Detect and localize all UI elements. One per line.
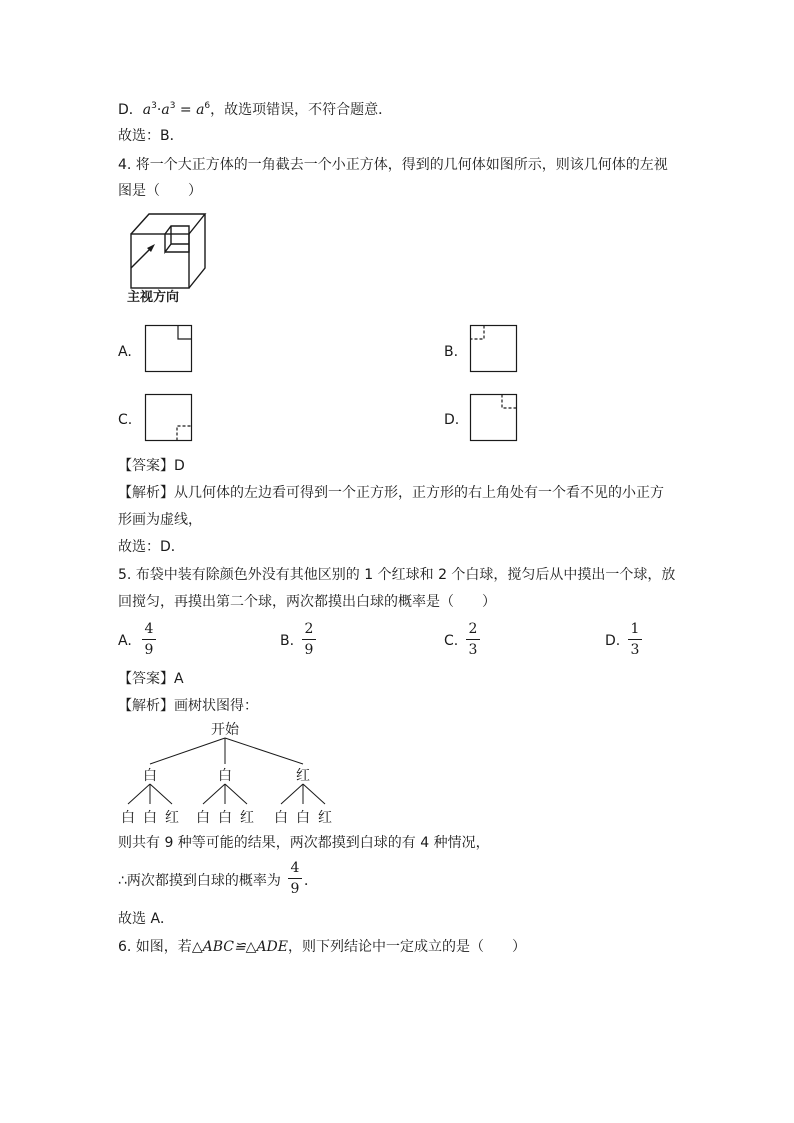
cube-front-face	[131, 234, 189, 288]
tree-edge	[281, 784, 303, 804]
cut-front-outline	[165, 234, 189, 252]
q5-option-d-label: D.	[605, 633, 621, 649]
q5-result-line: 则共有 9 种等可能的结果，两次都摸到白球的有 4 种情况，	[118, 835, 490, 851]
tree-level1-node: 白	[218, 768, 232, 784]
q5-option-d-fraction: 1 3	[628, 621, 642, 658]
tree-edge	[150, 738, 225, 764]
tree-level1-node: 白	[143, 768, 157, 784]
q4-figure-caption: 主视方向	[127, 290, 180, 305]
q3-option-d: D．$a^3\cdot a^3 = a^6$，故选项错误，不符合题意．	[118, 101, 393, 118]
q5-stem-line1: 5. 布袋中装有除颜色外没有其他区别的 1 个红球和 2 个白球，搅匀后从中摸出一个球，放	[118, 567, 676, 583]
tree-leaf: 白	[274, 810, 288, 826]
q4-option-c-figure	[145, 394, 193, 442]
q4-option-b-label: B.	[444, 344, 459, 360]
tree-leaf: 白	[143, 810, 157, 826]
q3-conclusion: 故选：B．	[118, 128, 184, 144]
q4-option-d-figure	[470, 394, 518, 442]
q4-conclusion: 故选：D．	[118, 539, 185, 555]
q4-option-d-label: D.	[444, 412, 460, 428]
cut-top-edge	[165, 226, 189, 234]
q5-prob-prefix: ∴两次都摸到白球的概率为	[118, 873, 281, 889]
tree-edge	[225, 784, 247, 804]
q4-option-a-label: A.	[118, 344, 132, 360]
q4-analysis-line1: 【解析】从几何体的左边看可得到一个正方形，正方形的右上角处有一个看不见的小正方	[118, 485, 664, 501]
tree-edge	[303, 784, 325, 804]
q4-stem-line1: 4. 将一个大正方体的一角截去一个小正方体，得到的几何体如图所示，则该几何体的左视	[118, 157, 668, 173]
tree-leaf: 红	[165, 810, 179, 826]
q5-conclusion: 故选 A．	[118, 911, 175, 927]
q4-option-b-figure	[470, 325, 518, 373]
q5-option-a-fraction: 4 9	[142, 621, 156, 658]
q5-option-b-fraction: 2 9	[302, 621, 316, 658]
tree-leaf: 白	[121, 810, 135, 826]
q5-option-c-fraction: 2 3	[466, 621, 480, 658]
tree-edge	[225, 738, 303, 764]
q5-option-c-label: C.	[444, 633, 459, 649]
tree-leaf: 白	[218, 810, 232, 826]
tree-edge	[150, 784, 172, 804]
tree-leaf: 红	[240, 810, 254, 826]
tree-leaf: 红	[318, 810, 332, 826]
q4-option-c-label: C.	[118, 412, 133, 428]
q5-analysis: 【解析】画树状图得：	[118, 698, 258, 714]
q5-prob-suffix: ．	[304, 873, 318, 889]
tree-leaf: 白	[296, 810, 310, 826]
tree-edge	[128, 784, 150, 804]
q4-option-a-figure	[145, 325, 193, 373]
q6-stem: 6. 如图，若△ABC≌△ADE，则下列结论中一定成立的是（ ）	[118, 939, 527, 955]
q4-analysis-line2: 形画为虚线，	[118, 512, 202, 528]
q4-answer: 【答案】D	[118, 458, 185, 474]
q5-stem-line2: 回搅匀，再摸出第二个球，两次都摸出白球的概率是（ ）	[118, 594, 496, 610]
q5-answer: 【答案】A	[118, 671, 184, 687]
tree-level1-node: 红	[296, 768, 310, 784]
q5-prob-fraction: 4 9	[288, 860, 302, 897]
q4-stem-line2: 图是（ ）	[118, 183, 202, 199]
q5-tree-diagram	[110, 718, 370, 828]
tree-leaf: 白	[196, 810, 210, 826]
q5-option-b-label: B.	[280, 633, 295, 649]
tree-root: 开始	[211, 722, 239, 738]
tree-edge	[203, 784, 225, 804]
q5-option-a-label: A.	[118, 633, 132, 649]
